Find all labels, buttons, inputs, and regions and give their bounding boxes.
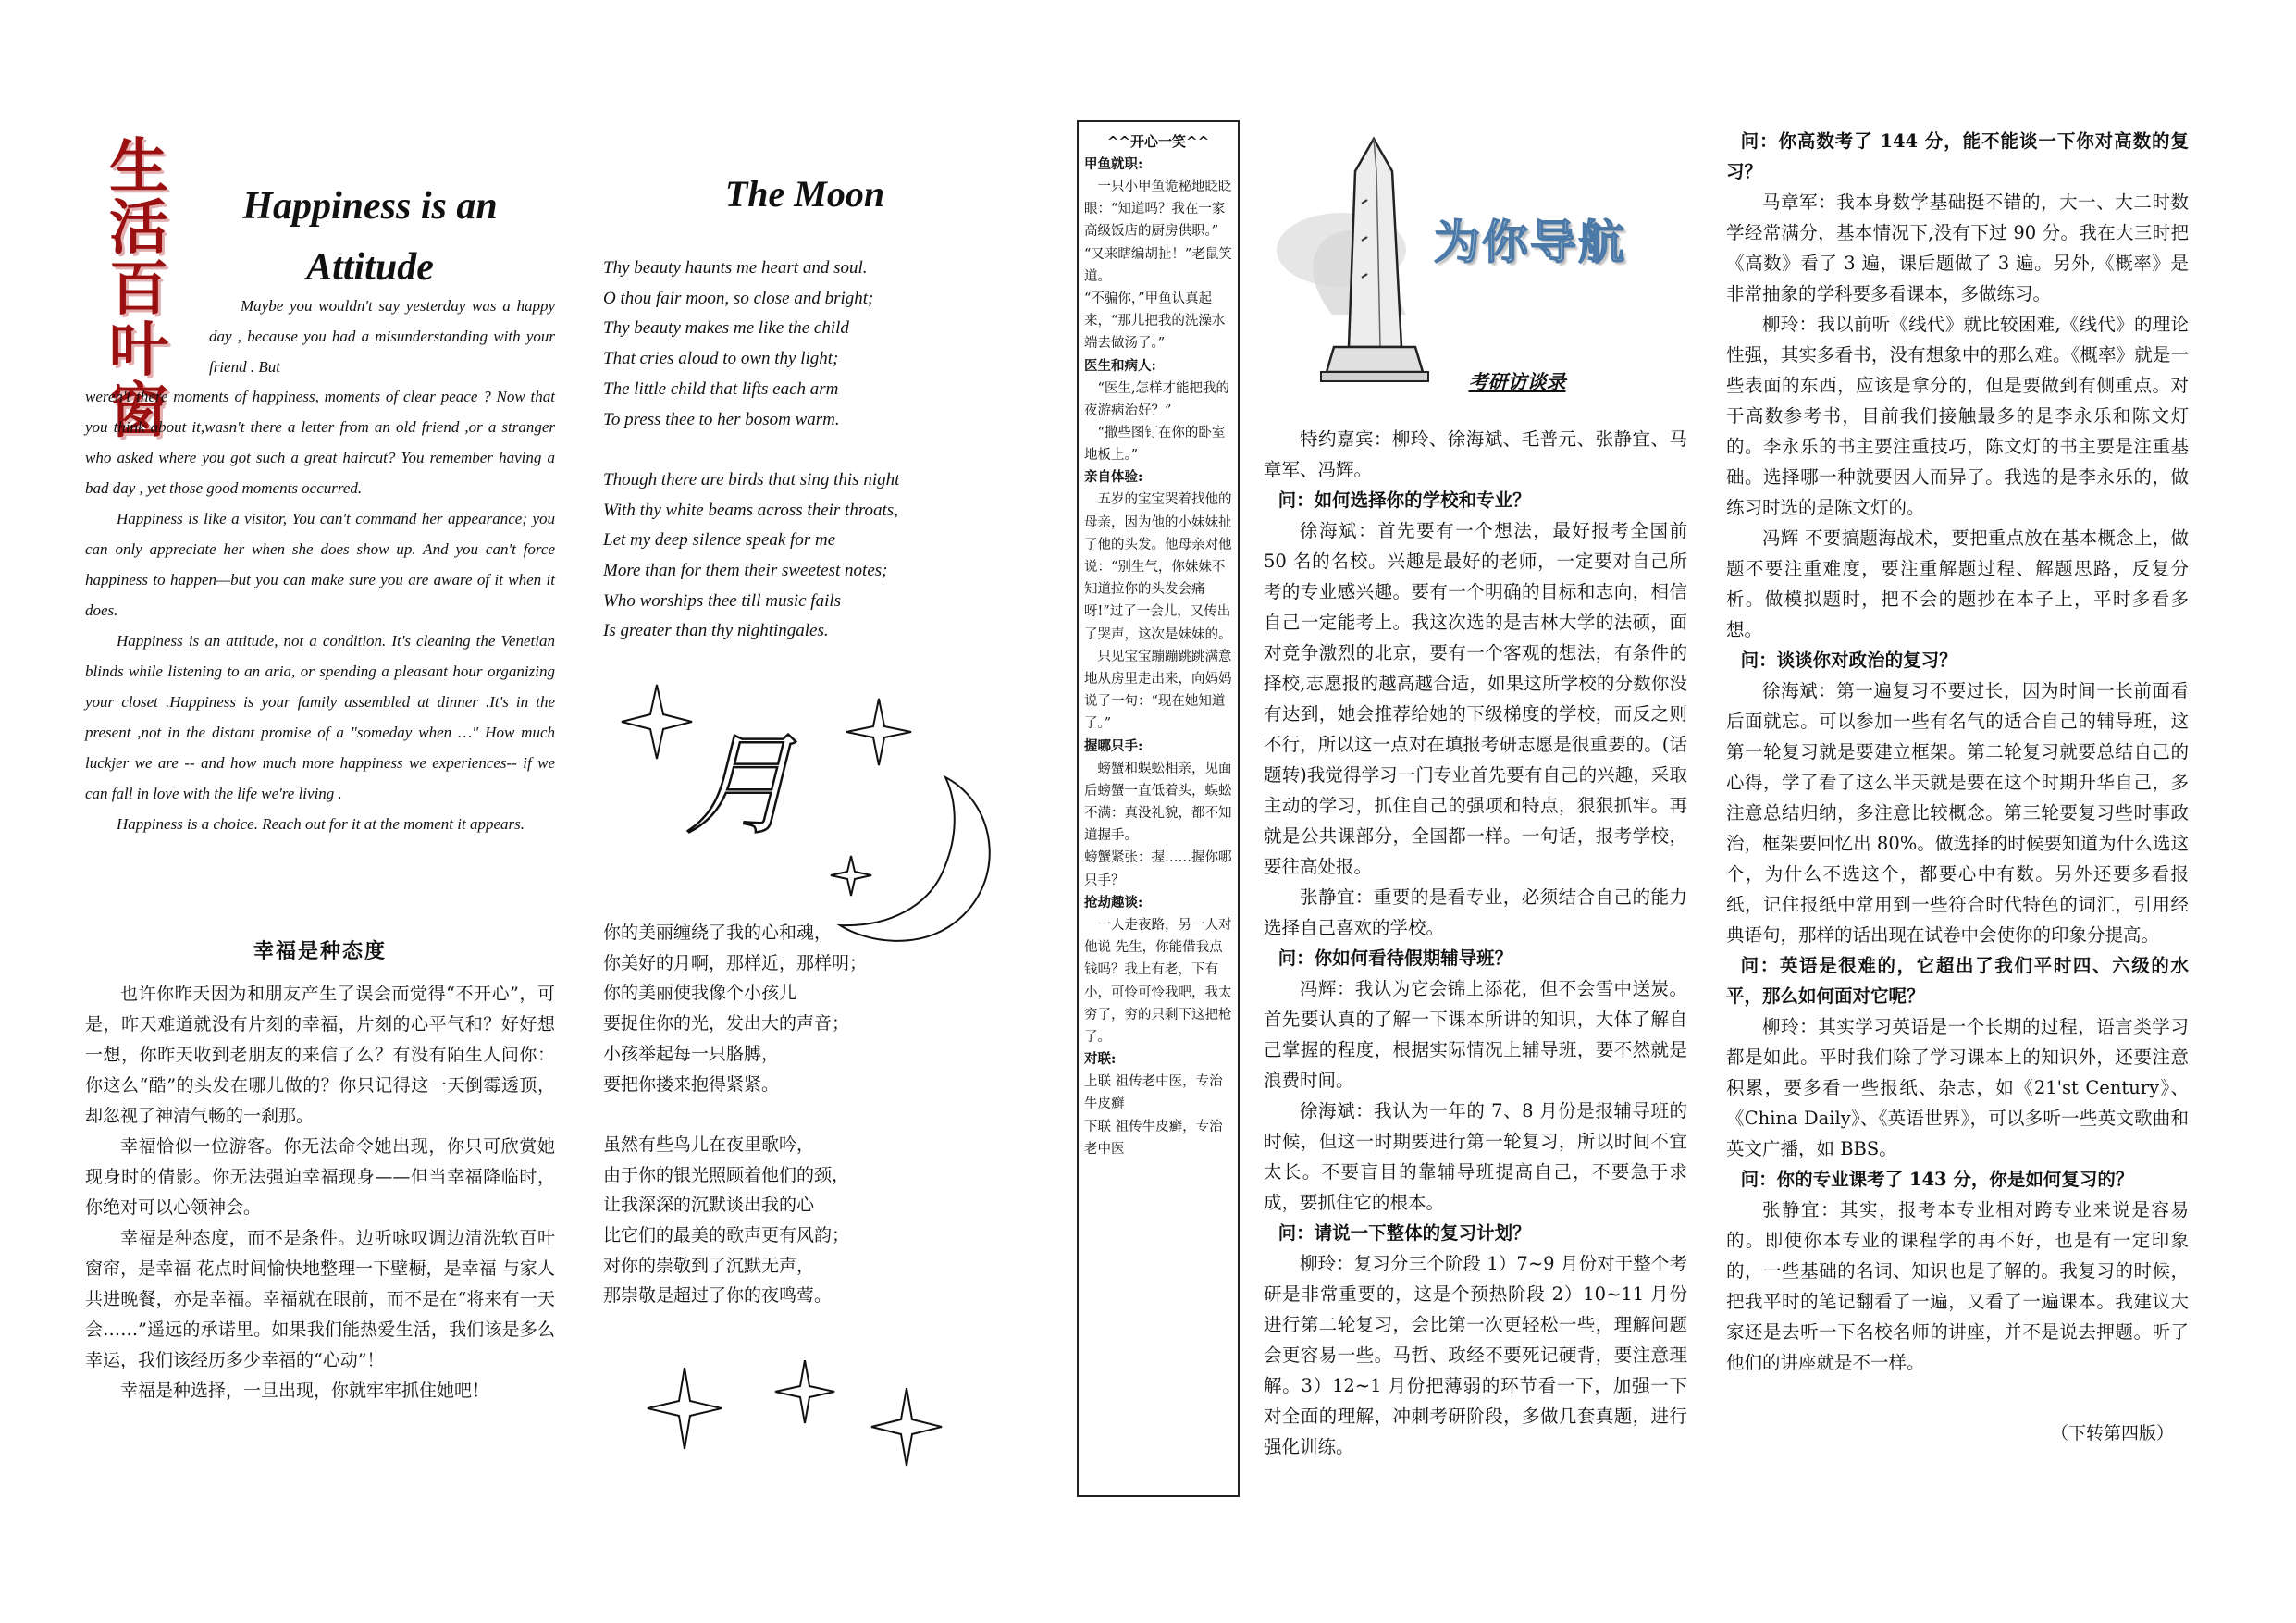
poem-line: 对你的崇敬到了沉默无声， [603,1255,815,1276]
cn-paragraph: 幸福恰似一位游客。你无法命令她出现，你只可欣赏她现身时的倩影。你无法强迫幸福现身——但当幸福降临时，你绝对可以心领神会。 [85,1136,555,1218]
poem-line: 你美好的月啊，那样近，那样明； [603,952,868,973]
poem-line: Who worships thee till music fails [603,590,842,611]
happiness-intro [209,291,555,382]
joke-text: “医生,怎样才能把我的夜游病治好？” [1084,380,1230,418]
poem-line: Let my deep silence speak for me [603,530,836,551]
cn-paragraph: 幸福是种态度，而不是条件。边听咏叹调边清洗软百叶窗帘，是幸福 花点时间愉快地整理一下壁橱，是幸福 与家人共进晚餐，亦是幸福。幸福就在眼前，而不是在“将来有一天会……”遥远的承诺里。如果我们能热爱生活，我们该是多么幸运，我们该经历多少幸福的“心动”！ [85,1228,555,1370]
joke-heading: 医生和病人: [1084,357,1156,374]
poem-line: 那崇敬是超过了你的夜鸣莺。 [603,1285,833,1307]
happiness-title-line1: Happiness is an [242,185,498,228]
poem-line: 比它们的最美的歌声更有风韵； [603,1225,850,1246]
poem-line: 你的美丽使我像个小孩儿 [603,983,797,1004]
joke-heading: 抢劫趣谈: [1084,894,1143,911]
cn-paragraph: 也许你昨天因为和朋友产生了误会而觉得“不开心”，可是，昨天难道就没有片刻的幸福，片刻的心平气和？好好想一想，你昨天收到老朋友的来信了么？有没有陌生人问你：你这么“酷”的头发在哪儿做的？你只记得这一天倒霉透顶，却忽视了神清气畅的一刹那。 [85,984,555,1126]
vertical-title-char: 叶 [109,316,168,385]
bottom-stars [629,1360,962,1481]
poem-line: To press thee to her bosom warm. [603,409,840,429]
poem-line: The little child that lifts each arm [603,378,839,399]
interview-answer: 柳玲：其实学习英语是一个长期的过程，语言类学习都是如此。平时我们除了学习课本上的知识外，还要注意积累，要多看一些报纸、杂志，如《21'st Century》、《China Daily》、《英语世界》，可以多听一些英文歌曲和英文广播，如 BBS。 [1726,1016,2189,1159]
crescent-moon-icon [840,777,990,941]
happiness-paragraph: weren't there moments of happiness, moments of clear peace ? Now that you think about it,wasn't there a letter from an old friend ,or a stranger who asked where you got such a great haircut? You remember having a bad day , yet those good moments occurred. [85,388,555,497]
vertical-title-char: 活 [109,193,168,263]
joke-text: “撒些图钉在你的卧室地板上。” [1084,426,1226,464]
happiness-paragraph: Happiness is an attitude, not a condition. It's cleaning the Venetian blinds while listening to an aria, or spending a pleasant hour organizing your closet .Happiness is your family assembled at dinner .It's in the present ,not in the distant promise of a "someday when …" How much luckjer we are -- and how much more happiness we experiences-- if we can fall in love with the life we're living . [85,632,555,802]
star-icon [871,1388,942,1466]
joke-text: 螃蟹和蜈蚣相亲，见面后螃蟹一直低着头，蜈蚣不满：真没礼貌，都不知道握手。 [1084,761,1232,844]
joke-text: “又来瞎编胡扯！”老鼠笑道。 [1084,246,1232,284]
interview-question: 问：你高数考了 144 分，能不能谈一下你对高数的复习？ [1726,130,2189,182]
interview-answer: 冯辉 不要搞题海战术，要把重点放在基本概念上，做题不要注重难度，要注重解题过程、解题思路，反复分析。做模拟题时，把不会的题抄在本子上，平时多看多想。 [1726,527,2189,640]
interview-answer: 柳玲：我以前听《线代》就比较困难,《线代》的理论性强，其实多看书，没有想象中的那么难。《概率》就是一些表面的东西，应该是拿分的，但是要做到有侧重点。对于高数参考书，目前我们接触最多的是李永乐和陈文灯的。李永乐的书主要注重技巧，陈文灯的书主要是注重基础。选择哪一种就要因人而异了。我选的是李永乐的，做练习时选的是陈文灯的。 [1726,314,2189,518]
joke-text: 一只小甲鱼诡秘地眨眨眼：“知道吗？我在一家高级饭店的厨房供职。” [1084,180,1232,240]
interview-question: 问：请说一下整体的复习计划？ [1278,1222,1531,1244]
poem-line: Thy beauty haunts me heart and soul. [603,258,868,278]
joke-heading: 握哪只手: [1084,737,1143,754]
moon-illustration [611,675,1018,953]
interview-question: 问：你如何看待假期辅导班？ [1278,948,1513,969]
interview-answer: 徐海斌：我认为一年的 7、8 月份是报辅导班的时候，但这一时期要进行第一轮复习，所以时间不宜太长。不要盲目的靠辅导班提高自己，不要急于求成，要抓住它的根本。 [1264,1100,1687,1213]
interview-column-1 [1264,424,1687,1462]
guide-title: 为你导航 [1434,215,1626,269]
joke-text: 五岁的宝宝哭着找他的母亲，因为他的小妹妹扯了他的头发。他母亲对他说：“别生气，你妹妹不知道拉你的头发会痛呀!”过了一会儿，又传出了哭声，这次是妹妹的。 [1084,492,1232,642]
joke-text: 下联 祖传牛皮癣，专治老中医 [1084,1119,1223,1157]
moon-poem-cn [603,918,992,1311]
cn-happiness-body [85,979,555,1406]
interview-answer: 徐海斌：第一遍复习不要过长，因为时间一长前面看后面就忘。可以参加一些有名气的适合自己的辅导班，这第一轮复习就是要建立框架。第二轮复习就要总结自己的心得，学了看了这么半天就是要在这个时期升华自己，多注意总结归纳，多注意比较概念。第三轮要复习些时事政治，框架要回忆出 80%。做选择的时候要知道为什么选这个，为什么不选这个，都要心中有数。另外还要多看报纸，记住报纸中常用到一些符合时代特色的词汇，引用经典语句，那样的话出现在试卷中会使你的印象分提高。 [1726,680,2189,946]
star-icon [846,699,911,765]
interview-question: 问：如何选择你的学校和专业？ [1278,489,1531,511]
vertical-title-char: 生 [109,132,168,202]
interview-answer: 张静宜：重要的是看专业，必须结合自己的能力选择自己喜欢的学校。 [1264,886,1687,938]
interview-answer: 冯辉：我认为它会锦上添花，但不会雪中送炭。首先要认真的了解一下课本所讲的知识，大体了解自己掌握的程度，根据实际情况上辅导班，要不然就是浪费时间。 [1264,978,1687,1091]
happiness-body [85,377,555,839]
obelisk-icon [1277,130,1443,389]
interview-answer: 徐海斌：首先要有一个想法，最好报考全国前 50 名的名校。兴趣是最好的老师，一定要对自己所考的专业感兴趣。要有一个明确的目标和志向，相信自己一定能考上。我这次选的是吉林大学的法硕，面对竞争激烈的北京，要有一个客观的想法，有条件的择校,志愿报的越高越合适，如果这所学校的分数你没有达到，她会推荐给她的下级梯度的学校，而反之则不行，所以这一点对在填报考研志愿是很重要的。(话题转)我觉得学习一门专业首先要有自己的兴趣，采取主动的学习，抓住自己的强项和特点，狠狠抓牢。再就是公共课部分，全国都一样。一句话，报考学校， 要往高处报。 [1264,520,1687,877]
poem-line: Thy beauty makes me like the child [603,318,849,339]
joke-text: 上联 祖传老中医，专治牛皮癣 [1084,1074,1223,1112]
poem-line: That cries aloud to own thy light; [603,349,839,369]
joke-heading: 甲鱼就职: [1084,156,1143,172]
interview-answer: 马章军：我本身数学基础挺不错的，大一、大二时数学经常满分，基本情况下,没有下过 90 分。我在大三时把《高数》看了 3 遍，课后题做了 3 遍。另外,《概率》是非常抽象的学科要多看课本，多做练习。 [1726,192,2189,304]
poem-line: More than for them their sweetest notes; [603,561,888,581]
moon-title: The Moon [724,173,885,215]
interview-answer: 柳玲：复习分三个阶段 1）7~9 月份对于整个考研是非常重要的，这是个预热阶段 2）10~11 月份进行第二轮复习，会比第一次更轻松一些，理解问题会更容易一些。马哲、政经不要死记硬背，要注意理解。3）12~1 月份把薄弱的环节看一下，加强一下对全面的理解，冲刺考研阶段，多做几套真题，进行强化训练。 [1264,1253,1687,1457]
poem-line: 由于你的银光照顾着他们的颈， [603,1164,850,1185]
joke-text: 一人走夜路，另一人对他说 先生，你能借我点钱吗？我上有老，下有小，可怜可怜我吧，我太穷了，穷的只剩下这把枪了。 [1084,917,1232,1045]
star-icon [775,1360,834,1423]
poem-line: 要捉住你的光，发出大的声音； [603,1013,850,1035]
vertical-title-char: 窗 [109,377,168,446]
star-icon [831,856,871,896]
happiness-title [185,176,555,298]
poem-line: 让我深深的沉默谈出我的心 [603,1195,815,1216]
moon-character: 月 [685,722,796,850]
happiness-paragraph: Maybe you wouldn't say yesterday was a happy day , because you had a misunderstanding with your friend . But [209,297,555,376]
joke-heading: 亲自体验: [1084,469,1143,486]
joke-box-title: ^^开心一笑^^ [1106,133,1210,150]
cn-paragraph: 幸福是种选择，一旦出现，你就牢牢抓住她吧！ [120,1381,490,1401]
interview-answer: 张静宜：其实，报考本专业相对跨专业来说是容易的。即使你本专业的课程学的再不好，也是有一定印象的，一些基础的名词、知识也是了解的。我复习的时候，把我平时的笔记翻看了一遍，又看了一遍课本。我建议大家还是去听一下名校名师的讲座，并不是说去押题。听了他们的讲座就是不一样。 [1726,1199,2189,1373]
continued-note: （下转第四版） [2050,1423,2174,1443]
poem-line: O thou fair moon, so close and bright; [603,288,874,308]
joke-text: 只见宝宝蹦蹦跳跳满意地从房里走出来，向妈妈说了一句：“现在她知道了。” [1084,649,1232,732]
interview-question: 问：英语是很难的，它超出了我们平时四、六级的水平，那么如何面对它呢？ [1726,955,2189,1007]
happiness-paragraph: Happiness is like a visitor, You can't command her appearance; you can only appreciate her when she does show up. And you can't force happiness to happen—but you can make sure you are aware of it when it does. [85,510,555,619]
poem-line: 要把你搂来抱得紧紧。 [603,1073,780,1095]
poem-line: Is greater than thy nightingales. [603,621,829,641]
joke-text: “不骗你，”甲鱼认真起来，“那儿把我的洗澡水端去做汤了。” [1084,291,1226,352]
happiness-paragraph: Happiness is a choice. Reach out for it at the moment it appears. [117,815,525,833]
joke-box [1077,120,1240,1497]
star-icon [622,685,692,759]
joke-text: 螃蟹紧张：握……握你哪只手？ [1084,850,1232,888]
poem-line: 你的美丽缠绕了我的心和魂， [603,923,833,943]
poem-line: With thy white beams across their throats, [603,500,898,520]
interview-question: 问：谈谈你对政治的复习？ [1740,650,1957,671]
moon-poem-en [603,254,992,647]
interview-question: 问：你的专业课考了 143 分，你是如何复习的？ [1740,1169,2134,1190]
poem-line: Though there are birds that sing this night [603,469,900,489]
joke-heading: 对联: [1084,1051,1117,1068]
guide-subtitle: 考研访谈录 [1468,370,1566,393]
cn-happiness-title: 幸福是种态度 [253,939,387,963]
star-icon [648,1368,722,1449]
happiness-title-line2: Attitude [306,246,434,289]
interview-guests: 特约嘉宾：柳玲、徐海斌、毛普元、张静宜、马章军、冯辉。 [1264,428,1687,480]
poem-line: 小孩举起每一只胳膊， [603,1043,780,1064]
interview-column-2 [1726,126,2189,1378]
poem-line: 虽然有些鸟儿在夜里歌吟， [603,1134,815,1155]
vertical-title-char: 百 [109,254,168,324]
